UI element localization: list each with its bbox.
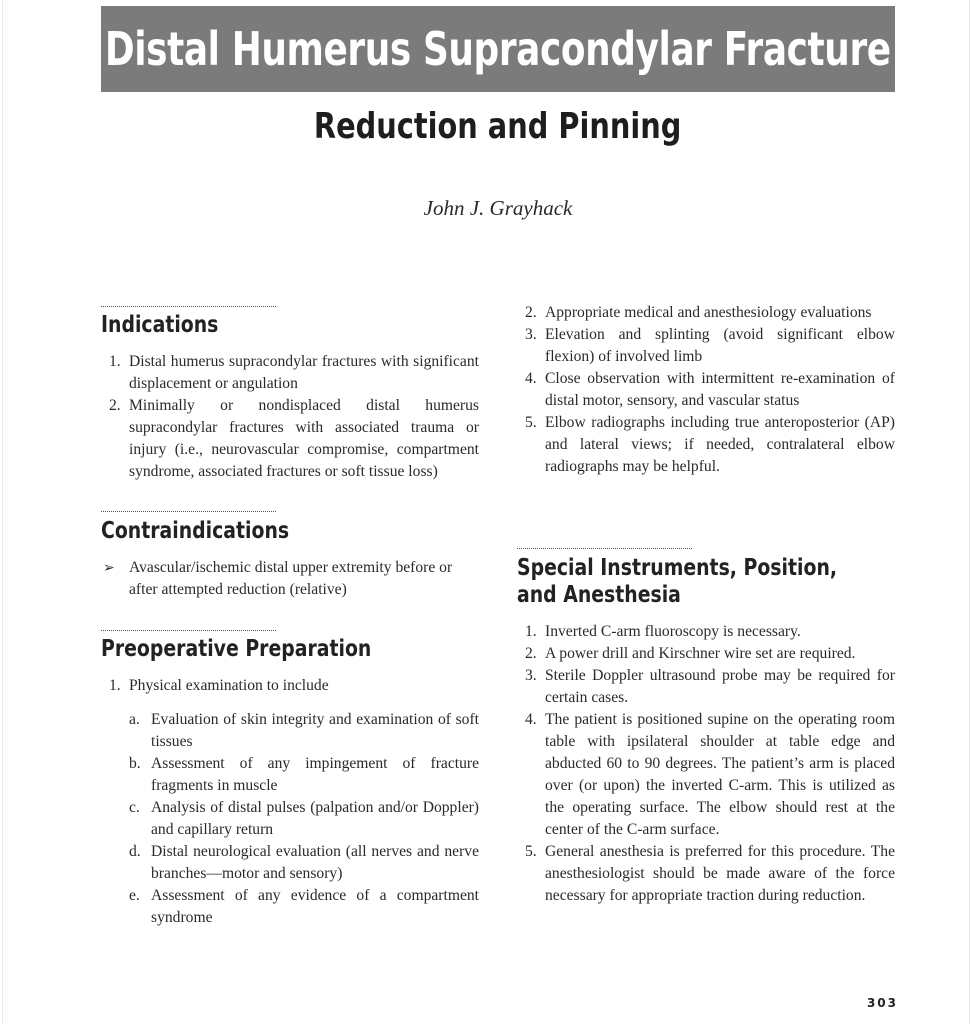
list-item: 4. Close observation with intermittent re-examination of distal motor, sensory, and vascular status: [525, 370, 895, 409]
section-divider: [101, 511, 276, 512]
sub-list-item: d. Distal neurological evaluation (all nerves and nerve branches—motor and sensory): [129, 843, 479, 882]
sub-list-item: e. Assessment of any evidence of a compartment syndrome: [129, 887, 479, 926]
author-name: John J. Grayhack: [423, 196, 573, 220]
list-item: 2. Minimally or nondisplaced distal humerus supracondylar fractures with associated trauma or injury (i.e., neurovascular compromise, compartment syndrome, associated fractures or soft tissue loss): [109, 397, 479, 480]
list-item: 4. The patient is positioned supine on the operating room table with ipsilateral shoulder at table edge and abducted 60 to 90 degrees. The patient’s arm is placed over (or upon) the inverted C-arm. This is utilized as the operating surface. The elbow should rest at the center of the C-arm surface.: [525, 711, 895, 838]
special-instruments-list: [517, 621, 895, 907]
page-number: 303: [866, 996, 898, 1010]
special-instruments-heading: Special Instruments, Position, and Anesthesia: [517, 555, 838, 608]
chapter-title-banner: [101, 6, 895, 92]
chapter-title: Distal Humerus Supracondylar Fracture: [105, 22, 891, 76]
contraindications-list: [101, 557, 479, 601]
list-item: 1. Inverted C-arm fluoroscopy is necessary.: [525, 623, 801, 640]
section-divider: [517, 548, 692, 549]
preoperative-heading: Preoperative Preparation: [101, 636, 372, 662]
list-item: 5. Elbow radiographs including true anteroposterior (AP) and lateral views; if needed, contralateral elbow radiographs may be helpful.: [525, 414, 895, 475]
list-item: 2. Appropriate medical and anesthesiology evaluations: [525, 304, 872, 321]
preoperative-continued-list: [517, 302, 895, 478]
list-item: 5. General anesthesia is preferred for this procedure. The anesthesiologist should be made aware of the force necessary for appropriate traction during reduction.: [525, 843, 895, 904]
contraindications-heading: Contraindications: [101, 518, 290, 544]
document-page: [2, 0, 970, 1024]
preoperative-list: [101, 675, 479, 929]
list-item: 1. Physical examination to include: [109, 677, 329, 694]
sub-list-item: a. Evaluation of skin integrity and examination of soft tissues: [129, 711, 479, 750]
list-item: 3. Elevation and splinting (avoid significant elbow flexion) of involved limb: [525, 326, 895, 365]
arrow-bullet-icon: ➢: [103, 560, 115, 576]
list-item: ➢ Avascular/ischemic distal upper extremity before or after attempted reduction (relative): [103, 559, 453, 598]
section-divider: [101, 630, 276, 631]
list-item: 1. Distal humerus supracondylar fractures with significant displacement or angulation: [109, 353, 479, 392]
chapter-subtitle-text: Reduction and Pinning: [314, 106, 682, 147]
sub-list-item: c. Analysis of distal pulses (palpation and/or Doppler) and capillary return: [129, 799, 479, 838]
section-divider: [101, 306, 276, 307]
indications-list: [101, 351, 479, 483]
list-item: 3. Sterile Doppler ultrasound probe may be required for certain cases.: [525, 667, 895, 706]
list-item: 2. A power drill and Kirschner wire set are required.: [525, 645, 856, 662]
sub-list-item: b. Assessment of any impingement of fracture fragments in muscle: [129, 755, 479, 794]
indications-heading: Indications: [101, 312, 219, 338]
chapter-subtitle: [101, 106, 895, 147]
